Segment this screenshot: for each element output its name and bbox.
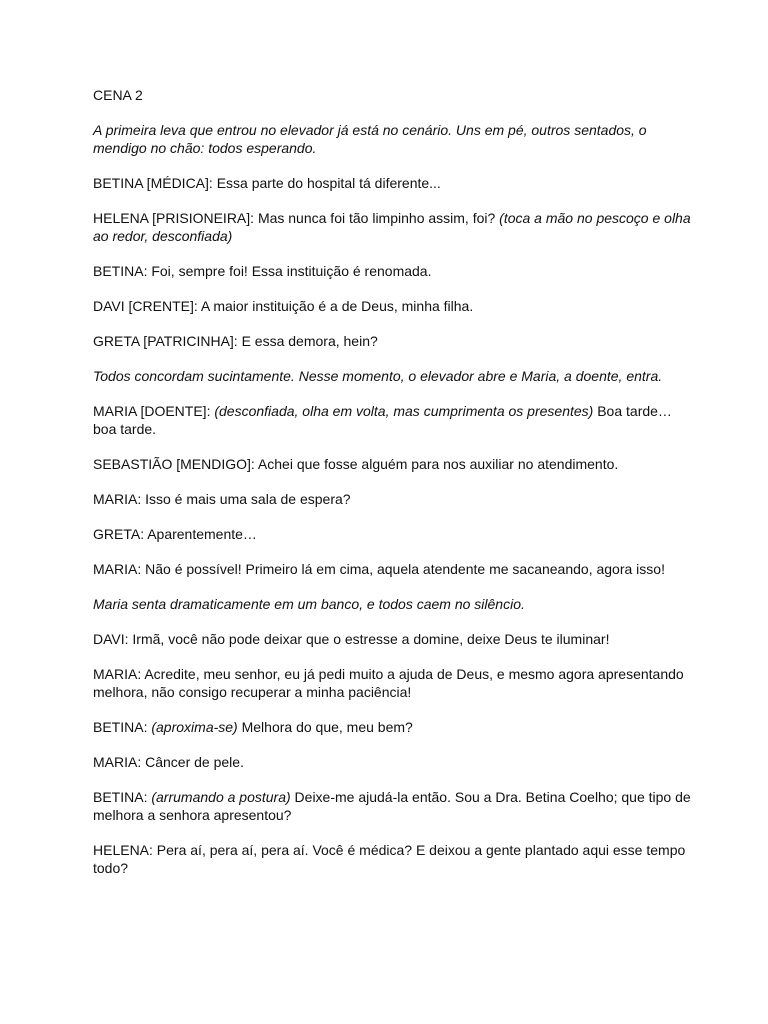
dialogue-line: MARIA: Câncer de pele. [93, 754, 244, 770]
dialogue-speaker: BETINA: [93, 789, 152, 805]
inline-stage-direction: (toca a mão no pescoço e olha ao redor, desconfiada) [93, 210, 691, 244]
dialogue-line: MARIA: Acredite, meu senhor, eu já pedi muito a ajuda de Deus, e mesmo agora apresentando melhora, não consigo recuperar a minha paciência! [93, 666, 684, 700]
dialogue-line: BETINA: Foi, sempre foi! Essa instituição é renomada. [93, 263, 432, 279]
dialogue-line: MARIA: Não é possível! Primeiro lá em cima, aquela atendente me sacaneando, agora isso! [93, 561, 665, 577]
dialogue-speech: Boa tarde… boa tarde. [93, 403, 672, 437]
dialogue-line: MARIA: Isso é mais uma sala de espera? [93, 491, 351, 507]
dialogue-line [93, 209, 693, 245]
dialogue-speech: HELENA [PRISIONEIRA]: Mas nunca foi tão limpinho assim, foi? [93, 210, 500, 226]
dialogue-speaker: MARIA [DOENTE]: [93, 403, 215, 419]
inline-stage-direction: (arrumando a postura) [151, 789, 291, 805]
dialogue-line [93, 718, 693, 736]
stage-direction: Todos concordam sucintamente. Nesse momento, o elevador abre e Maria, a doente, entra. [93, 368, 663, 384]
dialogue-line: BETINA [MÉDICA]: Essa parte do hospital tá diferente... [93, 175, 441, 191]
dialogue-line [93, 788, 693, 824]
dialogue-speech: Deixe-me ajudá-la então. Sou a Dra. Betina Coelho; que tipo de melhora a senhora apresentou? [93, 789, 691, 823]
dialogue-line: DAVI: Irmã, você não pode deixar que o estresse a domine, deixe Deus te iluminar! [93, 631, 610, 647]
inline-stage-direction: (desconfiada, olha em volta, mas cumprimenta os presentes) [214, 403, 594, 419]
inline-stage-direction: (aproxima-se) [151, 719, 238, 735]
dialogue-line: HELENA: Pera aí, pera aí, pera aí. Você é médica? E deixou a gente plantado aqui esse tempo todo? [93, 842, 686, 876]
stage-direction: A primeira leva que entrou no elevador já está no cenário. Uns em pé, outros sentados, o mendigo no chão: todos esperando. [93, 122, 647, 156]
stage-direction: Maria senta dramaticamente em um banco, e todos caem no silêncio. [93, 596, 525, 612]
dialogue-line [93, 402, 693, 438]
scene-title: CENA 2 [93, 87, 143, 103]
dialogue-line: SEBASTIÃO [MENDIGO]: Achei que fosse alguém para nos auxiliar no atendimento. [93, 456, 619, 472]
dialogue-speech: Melhora do que, meu bem? [237, 719, 413, 735]
script-page [93, 86, 693, 894]
dialogue-line: GRETA [PATRICINHA]: E essa demora, hein? [93, 333, 378, 349]
dialogue-line: DAVI [CRENTE]: A maior instituição é a de Deus, minha filha. [93, 298, 474, 314]
dialogue-speaker: BETINA: [93, 719, 152, 735]
dialogue-line: GRETA: Aparentemente… [93, 526, 257, 542]
